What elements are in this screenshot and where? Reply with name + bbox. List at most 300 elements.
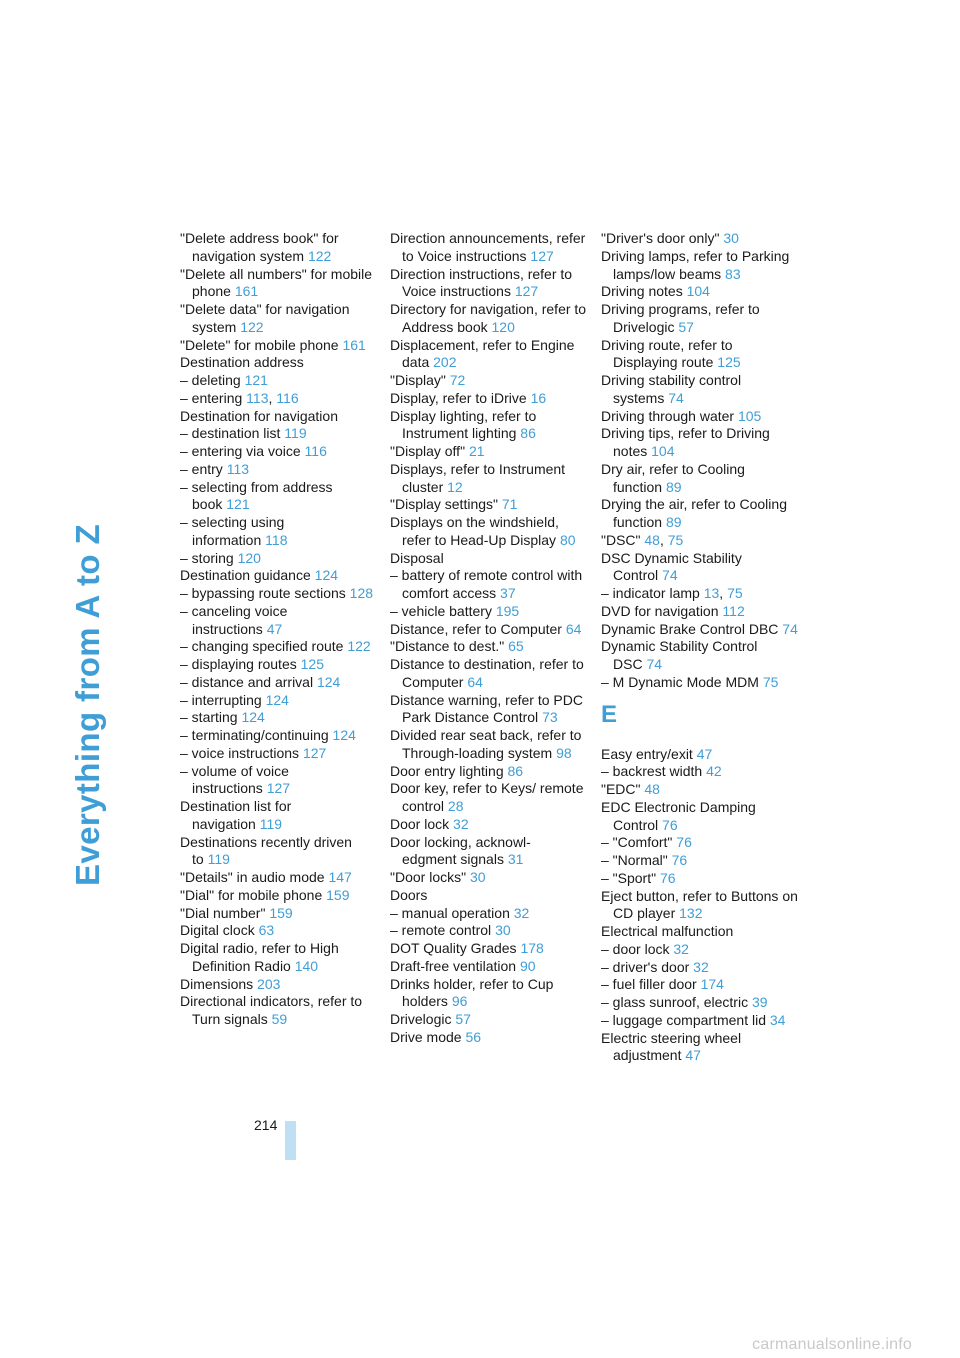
index-entry [601, 852, 799, 870]
page-reference-link[interactable]: 48 [644, 531, 660, 548]
index-term: – M Dynamic Mode MDM [601, 673, 759, 690]
index-entry [390, 922, 588, 940]
page-reference-link[interactable]: 119 [284, 425, 307, 442]
index-term: – entering via voice [180, 443, 301, 459]
page-reference-link[interactable]: 159 [269, 904, 293, 921]
page-reference-link[interactable]: 116 [276, 389, 299, 406]
index-entry [601, 337, 799, 373]
index-term: Door entry lighting [390, 762, 504, 779]
page-reference-link[interactable]: 174 [700, 976, 724, 993]
page-reference-link[interactable]: 72 [449, 372, 466, 388]
side-title: Everything from A to Z [69, 523, 106, 887]
index-term: Destination for navigation [180, 407, 338, 424]
index-entry [180, 479, 378, 515]
page-reference-link[interactable]: 39 [751, 994, 768, 1010]
index-term: – fuel filler door [601, 976, 697, 993]
index-entry [180, 887, 378, 905]
page-reference-link[interactable]: 56 [465, 1028, 482, 1045]
page-reference-link[interactable]: 47 [266, 620, 283, 637]
page-reference-link[interactable]: 37 [500, 585, 516, 601]
index-entry [390, 958, 588, 976]
page-reference-link[interactable]: 178 [520, 940, 544, 956]
index-entry [180, 585, 378, 603]
index-term: Destination guidance [180, 567, 311, 584]
index-entry [601, 621, 799, 639]
page-reference-link[interactable]: 118 [265, 531, 288, 548]
index-entry [601, 888, 799, 924]
index-term: Dry air, refer to Cooling function [601, 460, 745, 495]
index-entry [390, 834, 588, 870]
index-entry [180, 514, 378, 550]
index-term: – battery of remote control with comfort access [390, 567, 583, 601]
page-reference-link[interactable]: 104 [686, 283, 710, 300]
page-reference-link[interactable]: 76 [671, 852, 688, 868]
page-reference-link[interactable]: 76 [662, 816, 678, 833]
index-entry [180, 567, 378, 585]
index-term: – bypassing route sections [180, 585, 346, 601]
index-entry [180, 976, 378, 994]
index-term: "Dial" for mobile phone [180, 886, 323, 903]
page-reference-link[interactable]: 132 [679, 905, 703, 922]
page-reference-link[interactable]: 161 [342, 336, 366, 353]
index-entry [390, 567, 588, 603]
page-reference-link[interactable]: 83 [725, 265, 741, 282]
page-reference-link[interactable]: 203 [257, 975, 281, 992]
page-reference-link[interactable]: 59 [271, 1011, 288, 1027]
page-reference-link[interactable]: 74 [668, 389, 684, 406]
index-entry [180, 674, 378, 692]
index-entry [180, 709, 378, 727]
index-entry [601, 1030, 799, 1066]
index-term: EDC Electronic Damping Control [601, 798, 756, 833]
page-reference-link[interactable]: 195 [495, 602, 520, 619]
index-entry [601, 923, 799, 941]
page-reference-link[interactable]: 74 [646, 656, 663, 672]
page-reference-link[interactable]: 127 [514, 283, 539, 300]
page-reference-link[interactable]: 32 [673, 940, 689, 957]
page-reference-link[interactable]: 89 [665, 478, 682, 495]
index-term: – backrest width [601, 763, 703, 780]
page-reference-link[interactable]: 34 [769, 1011, 786, 1028]
index-term: – changing specified route [180, 638, 344, 655]
index-entry [390, 230, 588, 266]
index-entry [601, 230, 799, 248]
index-term: Divided rear seat back, refer to Through-loading system [390, 727, 582, 761]
index-term: Digital clock [180, 922, 255, 939]
page-reference-link[interactable]: 116 [304, 443, 327, 459]
page-reference-link[interactable]: 76 [676, 834, 692, 851]
index-term: Directory for navigation, refer to Address book [390, 301, 587, 335]
index-entry [390, 1029, 588, 1047]
page-reference-link[interactable]: 120 [237, 549, 261, 566]
index-term: – voice instructions [180, 744, 300, 761]
index-entry [390, 621, 588, 639]
index-entry [601, 425, 799, 461]
index-term: – "Normal" [601, 852, 668, 868]
index-term: Drying the air, refer to Cooling function [601, 496, 787, 530]
index-entry [390, 1011, 588, 1029]
index-term: Driving notes [601, 283, 683, 300]
index-term: – driver's door [601, 958, 690, 975]
index-entry [601, 550, 799, 586]
index-term: Directional indicators, refer to Turn signals [180, 993, 363, 1027]
index-term: – storing [180, 549, 234, 566]
index-term: Dynamic Stability Control DSC [601, 638, 758, 672]
index-term: Door key, refer to Keys/ remote control [390, 780, 584, 814]
index-term: DVD for navigation [601, 602, 719, 619]
index-term: Driving tips, refer to Driving notes [601, 425, 770, 459]
page-reference-link[interactable]: 32 [453, 815, 469, 832]
index-entry [601, 746, 799, 764]
index-term: Electrical malfunction [601, 923, 734, 939]
page-reference-link[interactable]: 64 [467, 673, 483, 690]
index-entry [601, 372, 799, 408]
page-reference-link[interactable]: 128 [349, 585, 374, 601]
index-entry [390, 905, 588, 923]
index-term: – destination list [180, 425, 281, 442]
index-term: – glass sunroof, electric [601, 994, 749, 1010]
page-reference-link[interactable]: 96 [451, 993, 468, 1010]
index-entry [180, 550, 378, 568]
index-term: Drinks holder, refer to Cup holders [390, 975, 554, 1010]
index-term: Drive mode [390, 1028, 462, 1045]
page-reference-link[interactable]: 12 [447, 478, 463, 495]
index-term: "Display off" [390, 443, 466, 459]
index-entry [390, 372, 588, 390]
index-term: Drivelogic [390, 1011, 452, 1027]
index-term: – selecting using information [180, 514, 285, 548]
page-reference-link[interactable]: 122 [307, 247, 332, 264]
index-entry [180, 230, 378, 266]
index-term: DSC Dynamic Stability Control [601, 549, 742, 584]
index-entry [390, 816, 588, 834]
page-reference-link[interactable]: 122 [240, 318, 264, 335]
index-entry [390, 638, 588, 656]
page-reference-link[interactable]: 63 [258, 922, 275, 939]
page-reference-link[interactable]: 113 [246, 389, 269, 406]
index-term: Display, refer to iDrive [390, 389, 527, 406]
index-term: – volume of voice instructions [180, 762, 289, 797]
index-term: – deleting [180, 372, 241, 388]
page-reference-link[interactable]: 74 [662, 567, 678, 584]
page-reference-link[interactable]: 105 [737, 407, 762, 424]
index-term: Driving stability control systems [601, 372, 742, 406]
index-entry [180, 745, 378, 763]
index-term: Destination address [180, 354, 304, 371]
index-entry [180, 266, 378, 302]
index-term: Disposal [390, 549, 444, 566]
index-term: "DSC" [601, 531, 641, 548]
index-term: Displays, refer to Instrument cluster [390, 460, 566, 495]
index-entry [601, 674, 799, 692]
page-reference-link[interactable]: 75 [727, 585, 743, 601]
index-entry [390, 869, 588, 887]
index-term: Destinations recently driven to [180, 833, 352, 868]
index-term: "Delete" for mobile phone [180, 336, 339, 353]
page-reference-link[interactable]: 119 [259, 815, 283, 832]
page-reference-link[interactable]: 104 [651, 443, 675, 459]
index-entry [390, 550, 588, 568]
page-reference-link[interactable]: 112 [722, 602, 745, 619]
page-reference-link[interactable]: 13 [703, 585, 720, 601]
page-reference-link[interactable]: 147 [328, 869, 352, 885]
page-reference-link[interactable]: 90 [519, 957, 536, 974]
index-entry [390, 337, 588, 373]
index-entry [390, 461, 588, 497]
page-reference-link[interactable]: 127 [530, 247, 554, 264]
page-reference-link[interactable]: 75 [667, 531, 684, 548]
index-entry [601, 603, 799, 621]
index-column-3 [601, 230, 799, 1065]
page-reference-link[interactable]: 30 [469, 869, 486, 885]
index-entry [180, 638, 378, 656]
index-entry [180, 372, 378, 390]
index-entry [390, 443, 588, 461]
page-reference-link[interactable]: 32 [513, 904, 530, 921]
index-term: "Delete all numbers" for mobile phone [180, 265, 373, 300]
page-reference-link[interactable]: 42 [706, 763, 722, 780]
page-reference-link[interactable]: 75 [762, 673, 779, 690]
index-term: – distance and arrival [180, 673, 314, 690]
index-entry [390, 514, 588, 550]
index-entry [390, 976, 588, 1012]
index-term: – manual operation [390, 904, 510, 921]
index-term: – "Comfort" [601, 834, 673, 851]
page-reference-link[interactable]: 122 [347, 638, 371, 655]
index-term: "Door locks" [390, 869, 467, 885]
page-reference-link[interactable]: 125 [300, 656, 324, 672]
page-reference-link[interactable]: 124 [332, 727, 356, 743]
page-reference-link[interactable]: 31 [507, 851, 524, 868]
index-term: – door lock [601, 940, 670, 957]
page-reference-link[interactable]: 80 [559, 531, 576, 548]
index-entry [180, 354, 378, 372]
index-entry [390, 301, 588, 337]
index-term: Distance warning, refer to PDC Park Distance Control [390, 691, 583, 726]
page-reference-link[interactable]: 140 [294, 957, 319, 974]
index-entry [390, 496, 588, 514]
index-entry [390, 692, 588, 728]
index-entry [180, 869, 378, 887]
index-term: – terminating/continuing [180, 727, 329, 743]
index-entry [180, 692, 378, 710]
index-entry [601, 941, 799, 959]
index-term: Dimensions [180, 975, 254, 992]
index-term: Driving through water [601, 407, 735, 424]
index-entry: – indicator lamp 13, 75 [601, 585, 743, 601]
index-term: – interrupting [180, 691, 262, 708]
index-term: Displays on the windshield, refer to Head-Up Display [390, 514, 559, 548]
index-entry [180, 922, 378, 940]
page-reference-link[interactable]: 57 [455, 1011, 471, 1027]
index-entry [180, 425, 378, 443]
index-term: Door locking, acknowl- edgment signals [390, 833, 531, 868]
index-entry [180, 940, 378, 976]
index-entry [180, 656, 378, 674]
index-entry [601, 976, 799, 994]
index-entry [180, 337, 378, 355]
index-entry [390, 656, 588, 692]
index-entry [601, 799, 799, 835]
index-term: Eject button, refer to Buttons on CD player [601, 887, 798, 922]
index-entry [180, 834, 378, 870]
page-tab-bar [285, 1121, 296, 1160]
index-entry [180, 905, 378, 923]
index-term: – remote control [390, 922, 492, 939]
index-term: "Driver's door only" [601, 230, 720, 246]
page-reference-link[interactable]: 47 [685, 1047, 701, 1064]
page-reference-link[interactable]: 124 [241, 709, 265, 726]
index-column-2 [390, 230, 588, 1047]
index-entry [390, 390, 588, 408]
index-term: Displacement, refer to Engine data [390, 336, 575, 371]
index-entry [180, 443, 378, 461]
index-entry [390, 780, 588, 816]
watermark: carmanualsonline.info [752, 1336, 912, 1353]
index-term: "Display settings" [390, 496, 498, 513]
index-term: – displaying routes [180, 656, 297, 672]
index-entry [601, 1012, 799, 1030]
page-reference-link[interactable]: 119 [207, 851, 230, 868]
index-term: "EDC" [601, 781, 641, 797]
index-entry [180, 461, 378, 479]
index-entry [601, 248, 799, 284]
page-reference-link[interactable]: 47 [696, 745, 713, 762]
page-reference-link[interactable]: 98 [556, 744, 572, 761]
index-entry [601, 834, 799, 852]
page-reference-link[interactable]: 125 [717, 354, 741, 371]
page-reference-link[interactable]: 124 [265, 691, 289, 708]
index-entry [390, 408, 588, 444]
page-reference-link[interactable]: 48 [644, 781, 660, 797]
index-entry [390, 603, 588, 621]
index-term: – canceling voice instructions [180, 602, 288, 637]
index-term: – vehicle battery [390, 602, 492, 619]
index-term: – luggage compartment lid [601, 1011, 766, 1028]
page-reference-link[interactable]: 71 [501, 496, 518, 513]
index-entry [390, 763, 588, 781]
index-entry [390, 887, 588, 905]
index-term: "Details" in audio mode [180, 869, 325, 885]
index-entry [180, 408, 378, 426]
index-term: Digital radio, refer to High Definition Radio [180, 940, 339, 974]
section-letter: E [601, 700, 618, 728]
index-entry [601, 781, 799, 799]
page-reference-link[interactable]: 64 [565, 620, 582, 637]
page-reference-link[interactable]: 127 [266, 780, 291, 797]
index-term: – starting [180, 709, 238, 726]
page-reference-link[interactable]: 121 [226, 496, 250, 513]
index-term: Driving route, refer to Displaying route [601, 336, 733, 371]
page-reference-link[interactable]: 28 [447, 798, 464, 814]
page-reference-link[interactable]: 32 [693, 958, 709, 975]
index-term: Direction announcements, refer to Voice instructions [390, 230, 586, 264]
index-term: "Delete address book" for navigation system [180, 230, 339, 264]
index-term: "Delete data" for navigation system [180, 301, 350, 335]
index-entry [601, 870, 799, 888]
index-entry [601, 959, 799, 977]
index-entry [601, 763, 799, 781]
index-term: Distance, refer to Computer [390, 620, 562, 637]
index-entry [601, 461, 799, 497]
index-term: Door lock [390, 815, 450, 832]
page-reference-link[interactable]: 30 [495, 922, 511, 939]
index-entry [601, 408, 799, 426]
index-entry [180, 763, 378, 799]
index-entry [390, 266, 588, 302]
index-entry [601, 496, 799, 532]
page-reference-link[interactable]: 120 [491, 318, 515, 335]
index-entry: "DSC" 48, 75 [601, 531, 684, 548]
index-entry [390, 940, 588, 958]
index-entry: – entering 113, 116 [180, 389, 299, 406]
page-reference-link[interactable]: 113 [226, 460, 250, 477]
page-reference-link[interactable]: 74 [782, 620, 798, 637]
page-number: 214 [254, 1117, 278, 1133]
index-term: Electric steering wheel adjustment [601, 1029, 742, 1064]
index-term: – entering [180, 389, 243, 406]
index-entry [390, 727, 588, 763]
index-entry [601, 283, 799, 301]
page-reference-link[interactable]: 30 [723, 230, 739, 246]
page-reference-link[interactable]: 86 [507, 762, 524, 779]
index-term: Dynamic Brake Control DBC [601, 620, 779, 637]
page-reference-link[interactable]: 161 [234, 283, 259, 300]
index-term: "Display" [390, 372, 446, 388]
page-reference-link[interactable]: 21 [468, 443, 485, 459]
index-term: – indicator lamp [601, 585, 700, 601]
index-term: "Dial number" [180, 904, 266, 921]
index-term: Easy entry/exit [601, 745, 693, 762]
page-reference-link[interactable]: 159 [326, 886, 350, 903]
index-term: Direction instructions, refer to Voice instructions [390, 265, 573, 300]
page-reference-link[interactable]: 57 [678, 318, 694, 335]
index-column-1 [180, 230, 378, 1029]
index-entry [601, 994, 799, 1012]
index-term: DOT Quality Grades [390, 940, 517, 956]
page-reference-link[interactable]: 73 [542, 709, 558, 726]
index-entry [601, 638, 799, 674]
page-reference-link[interactable]: 89 [665, 514, 682, 530]
index-entry [601, 301, 799, 337]
index-term: "Distance to dest." [390, 638, 505, 655]
page-reference-link[interactable]: 76 [659, 869, 676, 886]
page-reference-link[interactable]: 202 [433, 354, 457, 371]
page-reference-link[interactable]: 127 [302, 744, 327, 761]
page-reference-link[interactable]: 124 [316, 673, 341, 690]
index-entry [180, 727, 378, 745]
index-entry [180, 301, 378, 337]
index-entry [180, 798, 378, 834]
page-reference-link[interactable]: 16 [530, 389, 547, 406]
index-term: Driving programs, refer to Drivelogic [601, 301, 760, 335]
page-reference-link[interactable]: 124 [314, 567, 339, 584]
index-term: Distance to destination, refer to Computer [390, 656, 584, 690]
index-term: Driving lamps, refer to Parking lamps/low beams [601, 247, 790, 282]
page-reference-link[interactable]: 65 [508, 638, 524, 655]
page-reference-link[interactable]: 121 [244, 372, 268, 388]
index-term: – entry [180, 460, 223, 477]
index-term: Doors [390, 886, 428, 903]
page-reference-link[interactable]: 86 [520, 425, 536, 442]
index-term: Draft-free ventilation [390, 957, 517, 974]
index-entry [180, 993, 378, 1029]
index-entry [180, 603, 378, 639]
index-term: Display lighting, refer to Instrument lighting [390, 407, 537, 442]
index-term: – selecting from address book [180, 478, 333, 513]
index-term: – "Sport" [601, 869, 657, 886]
index-term: Destination list for navigation [180, 798, 292, 832]
